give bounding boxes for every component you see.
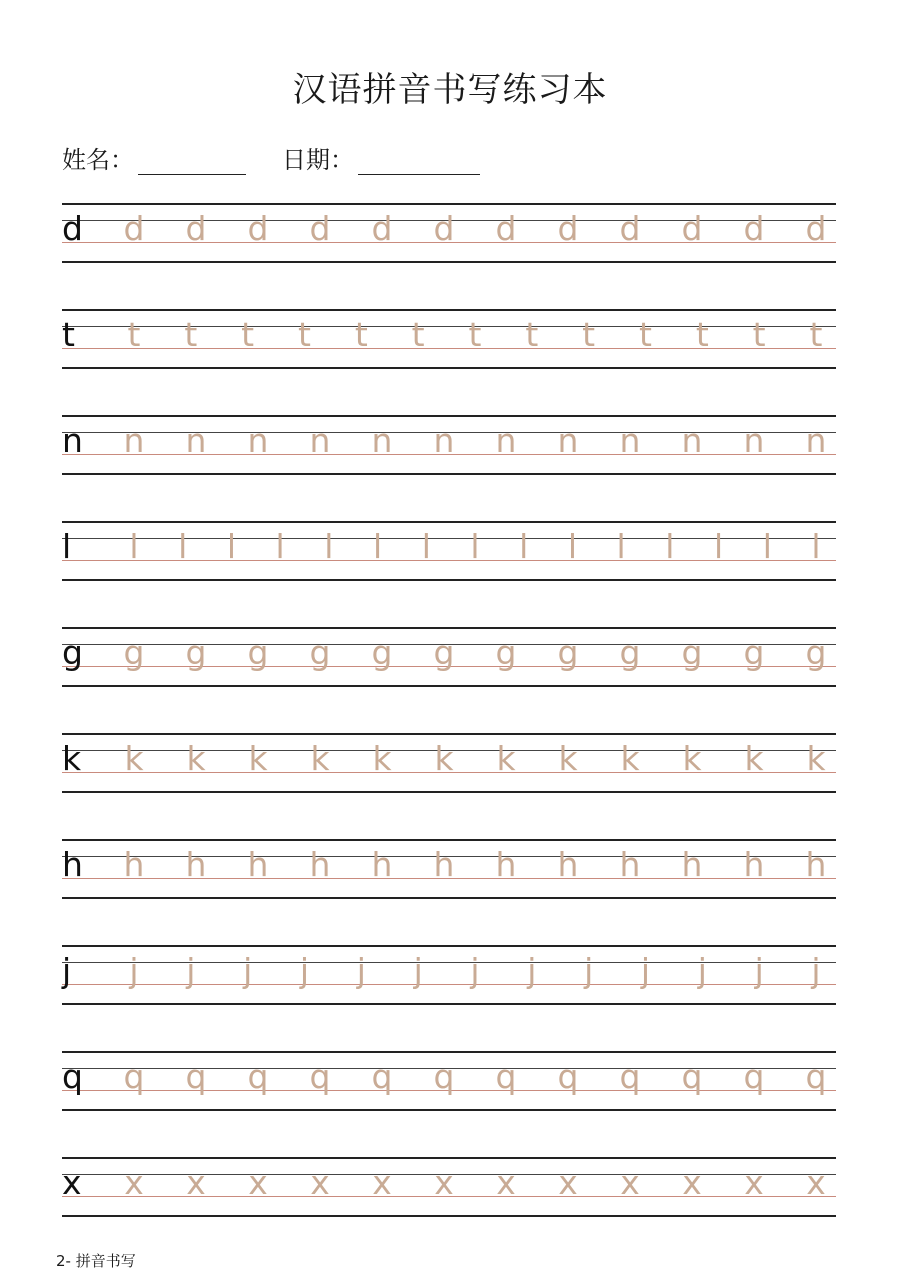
trace-letter: l (762, 527, 772, 566)
trace-letter: h (681, 845, 703, 884)
trace-letter: q (247, 1057, 269, 1096)
trace-letter: t (468, 315, 482, 354)
trace-letter: d (619, 209, 641, 248)
trace-letter: h (185, 845, 207, 884)
trace-letter: l (811, 527, 821, 566)
trace-letter: d (247, 209, 269, 248)
trace-letter: q (495, 1057, 517, 1096)
trace-letter: k (372, 739, 392, 778)
guide-line-bottom (62, 473, 836, 475)
practice-row-l[interactable] (62, 521, 836, 581)
trace-letter: n (371, 421, 393, 460)
trace-letter: h (371, 845, 393, 884)
trace-letter: d (309, 209, 331, 248)
guide-line-mid1 (62, 962, 836, 963)
trace-letter: j (811, 951, 821, 990)
trace-letter: g (619, 633, 641, 672)
trace-letter: d (805, 209, 827, 248)
name-blank-line[interactable] (138, 144, 246, 175)
trace-letter: k (682, 739, 702, 778)
model-letter: q (62, 1057, 83, 1096)
trace-letter: t (582, 315, 596, 354)
trace-letter: x (310, 1163, 330, 1202)
trace-letter: k (806, 739, 826, 778)
trace-letter: q (743, 1057, 765, 1096)
model-letter: k (62, 739, 82, 778)
practice-row-d[interactable] (62, 203, 836, 263)
model-letter: h (62, 845, 83, 884)
trace-letter: j (356, 951, 366, 990)
trace-letter: t (411, 315, 425, 354)
date-blank-line[interactable] (358, 144, 480, 175)
trace-letter: h (743, 845, 765, 884)
trace-letter: x (434, 1163, 454, 1202)
trace-letter: t (695, 315, 709, 354)
page-footer: 2- 拼音书写 (56, 1252, 136, 1270)
trace-letter: l (713, 527, 724, 566)
trace-letter: t (127, 315, 141, 354)
practice-row-j[interactable] (62, 945, 836, 1005)
trace-letter: l (421, 527, 431, 566)
trace-letter: l (275, 527, 285, 566)
practice-row-q[interactable] (62, 1051, 836, 1111)
trace-letter: q (805, 1057, 827, 1096)
trace-letter: k (310, 739, 330, 778)
trace-letter: x (682, 1163, 702, 1202)
trace-letter: g (185, 633, 207, 672)
trace-letter: j (754, 951, 764, 990)
trace-letter: q (433, 1057, 455, 1096)
trace-letter: t (752, 315, 766, 354)
guide-line-top (62, 1157, 836, 1159)
guide-line-bottom (62, 261, 836, 263)
trace-letter: j (640, 951, 651, 990)
trace-letter: l (129, 527, 139, 566)
trace-letter: g (557, 633, 579, 672)
trace-letter: n (743, 421, 765, 460)
trace-letter: g (433, 633, 455, 672)
trace-letter: k (434, 739, 454, 778)
guide-line-bottom (62, 1109, 836, 1111)
trace-letter: d (495, 209, 517, 248)
trace-letter: t (298, 315, 311, 354)
trace-letter: t (639, 315, 652, 354)
trace-letter: x (806, 1163, 826, 1202)
trace-letter: q (185, 1057, 207, 1096)
trace-letter: n (557, 421, 579, 460)
trace-letter: g (743, 633, 765, 672)
trace-letter: h (557, 845, 579, 884)
trace-letter: g (681, 633, 703, 672)
model-letter: t (62, 315, 75, 354)
guide-line-top (62, 521, 836, 523)
guide-line-bottom (62, 1003, 836, 1005)
guide-line-bottom (62, 685, 836, 687)
trace-letter: n (495, 421, 517, 460)
trace-letter: h (123, 845, 145, 884)
trace-letter: l (616, 527, 626, 566)
trace-letter: d (557, 209, 579, 248)
trace-letter: t (809, 315, 823, 354)
guide-line-top (62, 415, 836, 417)
name-label: 姓名： (62, 146, 134, 174)
trace-letter: k (558, 739, 578, 778)
trace-letter: x (372, 1163, 392, 1202)
trace-letter: n (123, 421, 145, 460)
trace-letter: n (247, 421, 269, 460)
trace-letter: g (371, 633, 393, 672)
trace-letter: n (433, 421, 455, 460)
trace-letter: j (584, 951, 594, 990)
guide-line-top (62, 1051, 836, 1053)
trace-letter: x (744, 1163, 764, 1202)
trace-letter: d (371, 209, 393, 248)
trace-letter: d (433, 209, 455, 248)
trace-letter: q (619, 1057, 641, 1096)
trace-letter: x (248, 1163, 268, 1202)
trace-letter: j (527, 951, 537, 990)
trace-letter: q (557, 1057, 579, 1096)
trace-letter: g (495, 633, 517, 672)
trace-letter: h (247, 845, 269, 884)
trace-letter: n (619, 421, 641, 460)
trace-letter: d (743, 209, 765, 248)
trace-letter: h (619, 845, 641, 884)
trace-letter: l (665, 527, 675, 566)
guide-line-mid2 (62, 348, 836, 349)
trace-letter: g (309, 633, 331, 672)
guide-line-mid1 (62, 326, 836, 327)
trace-letter: t (184, 315, 198, 354)
trace-letter: g (247, 633, 269, 672)
trace-letter: l (567, 527, 578, 566)
trace-letter: x (124, 1163, 144, 1202)
trace-letter: k (496, 739, 516, 778)
guide-line-bottom (62, 1215, 836, 1217)
trace-letter: h (309, 845, 331, 884)
trace-letter: j (697, 951, 707, 990)
trace-letter: k (124, 739, 144, 778)
trace-letter: h (805, 845, 827, 884)
trace-letter: n (185, 421, 207, 460)
guide-line-bottom (62, 579, 836, 581)
model-letter: j (62, 951, 72, 990)
trace-letter: j (470, 951, 480, 990)
trace-letter: t (241, 315, 255, 354)
guide-line-mid2 (62, 984, 836, 985)
model-letter: g (62, 633, 83, 672)
trace-letter: d (185, 209, 207, 248)
trace-letter: q (371, 1057, 393, 1096)
guide-line-top (62, 945, 836, 947)
page-title: 汉语拼音书写练习本 (292, 70, 608, 110)
model-letter: n (62, 421, 83, 460)
trace-letter: k (186, 739, 206, 778)
trace-letter: n (805, 421, 827, 460)
trace-letter: n (681, 421, 703, 460)
trace-letter: g (123, 633, 145, 672)
trace-letter: j (413, 951, 423, 990)
model-letter: l (62, 527, 72, 566)
trace-letter: l (372, 527, 383, 566)
trace-letter: l (470, 527, 480, 566)
guide-line-bottom (62, 791, 836, 793)
practice-row-x[interactable] (62, 1157, 836, 1217)
trace-letter: q (309, 1057, 331, 1096)
trace-letter: k (744, 739, 764, 778)
trace-letter: k (248, 739, 268, 778)
trace-letter: h (433, 845, 455, 884)
trace-letter: x (620, 1163, 640, 1202)
trace-letter: l (178, 527, 188, 566)
trace-letter: q (123, 1057, 145, 1096)
trace-letter: t (354, 315, 368, 354)
guide-line-top (62, 309, 836, 311)
date-label: 日期： (282, 146, 354, 174)
model-letter: x (62, 1163, 82, 1202)
trace-letter: l (519, 527, 529, 566)
trace-letter: j (129, 951, 139, 990)
trace-letter: q (681, 1057, 703, 1096)
practice-row-h[interactable] (62, 839, 836, 899)
guide-line-top (62, 839, 836, 841)
trace-letter: h (495, 845, 517, 884)
date-field[interactable] (282, 140, 480, 175)
trace-letter: x (558, 1163, 578, 1202)
trace-letter: x (496, 1163, 516, 1202)
trace-letter: g (805, 633, 827, 672)
guide-line-bottom (62, 897, 836, 899)
trace-letter: l (324, 527, 334, 566)
trace-letter: d (123, 209, 145, 248)
trace-letter: d (681, 209, 703, 248)
trace-letter: t (525, 315, 539, 354)
guide-line-top (62, 627, 836, 629)
trace-letter: k (620, 739, 640, 778)
practice-row-g[interactable] (62, 627, 836, 687)
practice-row-k[interactable] (62, 733, 836, 793)
trace-letter: l (226, 527, 237, 566)
guide-line-top (62, 733, 836, 735)
trace-letter: j (243, 951, 253, 990)
model-letter: d (62, 209, 83, 248)
trace-letter: j (299, 951, 310, 990)
name-field[interactable] (62, 140, 246, 175)
practice-row-n[interactable] (62, 415, 836, 475)
trace-letter: x (186, 1163, 206, 1202)
practice-row-t[interactable] (62, 309, 836, 369)
guide-line-top (62, 203, 836, 205)
trace-letter: j (186, 951, 196, 990)
trace-letter: n (309, 421, 331, 460)
guide-line-bottom (62, 367, 836, 369)
